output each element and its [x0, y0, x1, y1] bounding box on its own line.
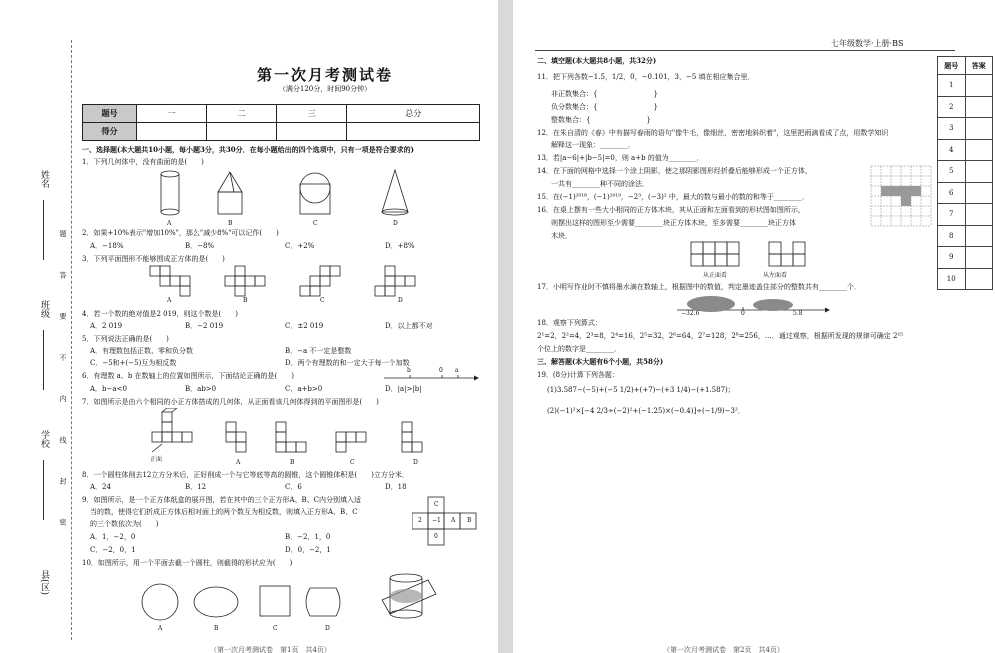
q6-option[interactable]: B．ab>0: [185, 385, 217, 393]
q11-set[interactable]: 整数集合：{ }: [551, 116, 651, 124]
question-19: 19．(8分)计算下列各题：: [537, 371, 619, 379]
q6-option[interactable]: D．|a|>|b|: [385, 385, 422, 393]
question-16: 16．在桌上摆有一些大小相同的正方体木块，其从正面和左面看到的形状图如图所示，: [537, 206, 805, 214]
score-table: [82, 104, 480, 141]
exam-page-2: [513, 0, 995, 653]
section-1-heading: 一、选择题(本大题共10小题，每小题3分，共30分．在每小题给出的四个选项中，只有一项是符合要求的): [82, 145, 414, 154]
q9-net-cell: B: [467, 517, 472, 524]
q9-net-cell: 0: [434, 533, 438, 540]
q4-option[interactable]: D．以上都不对: [385, 322, 433, 330]
page-subtitle: （满分120分，时间90分钟）: [278, 85, 372, 93]
q4-option[interactable]: C．±2 019: [285, 322, 324, 330]
answer-row-number: 9: [938, 247, 966, 269]
q6-number-line: [380, 366, 480, 386]
question-12-line-2[interactable]: 解释这一现象：________．: [551, 141, 635, 149]
question-7: 7．如图所示是由六个相同的小正方体搭成的几何体，从正面看该几何体得到的平面图形是( ): [82, 398, 379, 406]
answer-cell[interactable]: [965, 118, 993, 140]
q1-label: A: [167, 220, 172, 227]
q2-option[interactable]: B．−8%: [185, 242, 215, 250]
question-5: 5．下列说法正确的是( ): [82, 335, 169, 343]
q8-option[interactable]: D．18: [385, 483, 407, 491]
q7-front-label: 正面: [150, 456, 163, 463]
q16-front-view-label: 从正面看: [703, 272, 728, 279]
question-14-line-2[interactable]: 一共有________种不同的涂法．: [551, 180, 649, 188]
page-footer: （第一次月考测试卷 第1页 共4页）: [210, 646, 331, 653]
q2-option[interactable]: D．+8%: [385, 242, 415, 250]
q5-option[interactable]: B．−a 不一定是整数: [285, 347, 352, 355]
q9-option[interactable]: B．−2，1，0: [285, 533, 331, 541]
q8-option[interactable]: C．6: [285, 483, 302, 491]
score-cell[interactable]: [137, 123, 207, 141]
score-row-label: 得分: [83, 123, 137, 141]
question-14: 14．在下面的网格中选择一个涂上阴影，使之那阴影图形经折叠后能够形成一个正方体，: [537, 167, 812, 175]
q3-nets-figure: [145, 264, 425, 298]
answer-row-number: 3: [938, 118, 966, 140]
q9-option[interactable]: A．1，−2，0: [90, 533, 136, 541]
q11-set[interactable]: 非正数集合：{ }: [551, 90, 658, 98]
q17-axis-label: 5.8: [793, 310, 803, 317]
q1-label: B: [228, 220, 233, 227]
seal-warning: 题 答 要 不 内 线 封 密: [59, 230, 67, 542]
answer-table-header: 答案: [965, 57, 993, 75]
school-label: 学校: [39, 430, 49, 448]
q5-option[interactable]: C．−5和+(−5)互为相反数: [90, 359, 177, 367]
class-blank: [43, 330, 44, 390]
answer-row-number: 5: [938, 161, 966, 183]
q6-option[interactable]: A．b−a<0: [90, 385, 127, 393]
answer-cell[interactable]: [965, 96, 993, 118]
question-3: 3．下列平面图形不能够围成正方体的是( ): [82, 255, 225, 263]
q9-net-cell: A: [451, 517, 456, 524]
class-label: 班级: [39, 300, 49, 318]
q14-grid-figure: [869, 164, 933, 228]
question-18-line-2[interactable]: 个位上的数字是________．: [537, 345, 621, 353]
q2-option[interactable]: A．−18%: [90, 242, 124, 250]
q4-option[interactable]: B．−2 019: [185, 322, 224, 330]
q5-option[interactable]: A．有理数包括正数、零和负分数: [90, 347, 194, 355]
question-9: 9．如图所示，是一个正方体纸盒的展开图，若在其中的三个正方形A、B、C内分别填入适: [82, 496, 362, 504]
section-3-heading: 三、解答题(本大题有6个小题，共58分): [537, 357, 664, 366]
county-label: 县(区): [39, 570, 49, 596]
header-rule: [535, 50, 955, 51]
q1-label: D: [393, 220, 398, 227]
school-blank: [43, 460, 44, 520]
page-title: 第一次月考测试卷: [256, 66, 393, 84]
question-18-sequence: 2¹=2，2²=4，2³=8，2⁴=16，2⁵=32，2⁶=64，2⁷=128，2⁸=256，…．通过观察，根据所发现的规律可确定 2¹⁵: [537, 332, 904, 340]
question-18: 18．观察下列算式：: [537, 319, 602, 327]
q2-option[interactable]: C．+2%: [285, 242, 315, 250]
q10-sections-figure: [138, 570, 438, 622]
q7-label: A: [236, 459, 241, 466]
q10-label: C: [273, 625, 278, 632]
score-header-cell: 总分: [347, 105, 480, 123]
q6-axis-b: b: [407, 367, 411, 374]
score-cell[interactable]: [207, 123, 277, 141]
question-17[interactable]: 17．小明写作业时不慎将墨水滴在数轴上，根据图中的数值，判定墨迹盖住部分的整数共有________个．: [537, 283, 861, 291]
question-19-part-2: (2)(−1)²×[−4 2/3÷(−2)²+(−1.25)×(−0.4)]÷(−1/9)−3²．: [547, 407, 745, 415]
q11-set[interactable]: 负分数集合：{ }: [551, 103, 658, 111]
answer-row-number: 1: [938, 75, 966, 97]
q1-solids-figure: [150, 168, 430, 220]
answer-row-number: 2: [938, 96, 966, 118]
q9-net-cell: 2: [418, 517, 422, 524]
book-header: 七年级数学·上册·BS: [831, 39, 904, 48]
q8-option[interactable]: A．24: [90, 483, 111, 491]
question-8: 8．一个圆柱体削去12立方分米后，正好削成一个与它等底等高的圆锥，这个圆锥体积是( )立方分米．: [82, 471, 409, 479]
q9-option[interactable]: D．0，−2，1: [285, 546, 331, 554]
q3-label: A: [167, 297, 172, 304]
q5-option[interactable]: D．两个有理数的和一定大于每一个加数: [285, 359, 410, 367]
question-1: 1．下列几何体中，没有曲面的是( ): [82, 158, 204, 166]
q1-label: C: [313, 220, 318, 227]
answer-row-number: 4: [938, 139, 966, 161]
q9-net-cell: C: [434, 501, 439, 508]
answer-cell[interactable]: [965, 75, 993, 97]
page-footer: （第一次月考测试卷 第2页 共4页）: [663, 646, 784, 653]
q10-label: A: [158, 625, 163, 632]
q7-views-figure: [148, 408, 428, 460]
score-cell[interactable]: [347, 123, 480, 141]
score-header-cell: 二: [207, 105, 277, 123]
q17-axis-label: 0: [741, 310, 745, 317]
q3-label: B: [243, 297, 248, 304]
q10-label: D: [325, 625, 330, 632]
question-15[interactable]: 15．在(−1)²⁰¹⁸，(−1)²⁰¹⁹，−2³，(−3)² 中，最大的数与最小的数的和等于________．: [537, 193, 809, 201]
answer-row-number: 7: [938, 204, 966, 226]
answer-cell[interactable]: [965, 225, 993, 247]
q4-option[interactable]: A．2 019: [90, 322, 123, 330]
name-blank: [43, 200, 44, 260]
score-header-cell: 三: [277, 105, 347, 123]
question-13[interactable]: 13．若|a−6|+|b−5|=0，则 a+b 的值为________．: [537, 154, 704, 162]
question-12: 12．在朱自清的《春》中有描写春雨的语句"像牛毛，像细丝，密密地斜织着"，这里把雨滴看成了点，用数学知识: [537, 129, 889, 137]
answer-cell[interactable]: [965, 204, 993, 226]
q7-label: B: [290, 459, 295, 466]
question-9-line-2: 当的数，使得它们折成正方体后相对面上的两个数互为相反数，则填入正方形A、B、C: [90, 508, 358, 516]
question-11: 11．把下列各数−1.5，1/2，0，−0.101，3，−5 填在相应集合里．: [537, 73, 755, 81]
question-4: 4．若一个数的绝对值是2 019，则这个数是( ): [82, 310, 238, 318]
q6-option[interactable]: C．a+b>0: [285, 385, 323, 393]
q16-left-view-label: 从左面看: [763, 272, 788, 279]
score-cell[interactable]: [277, 123, 347, 141]
answer-cell[interactable]: [965, 247, 993, 269]
q6-axis-zero: 0: [439, 367, 443, 374]
answer-row-number: 8: [938, 225, 966, 247]
q7-label: C: [350, 459, 355, 466]
q17-axis-label: −32.6: [681, 310, 700, 317]
q16-views-figure: [689, 240, 815, 270]
answer-row-number: 6: [938, 182, 966, 204]
section-2-heading: 二、填空题(本大题共8小题，共32分): [537, 56, 657, 65]
q6-axis-a: a: [455, 367, 459, 374]
question-2: 2．如果+10%表示"增加10%"，那么"减少8%"可以记作( ): [82, 229, 279, 237]
q9-option[interactable]: C．−2，0，1: [90, 546, 136, 554]
question-9-line-3: 的三个数依次为( ): [90, 520, 159, 528]
question-16-line-3: 木块．: [551, 232, 572, 240]
answer-cell[interactable]: [965, 182, 993, 204]
answer-table: [937, 56, 993, 290]
score-header-cell: 一: [137, 105, 207, 123]
q7-label: D: [413, 459, 418, 466]
q3-label: C: [320, 297, 325, 304]
answer-cell[interactable]: [965, 139, 993, 161]
answer-cell[interactable]: [965, 268, 993, 290]
q9-net-cell: −1: [432, 517, 441, 524]
score-header-cell: 题号: [83, 105, 137, 123]
q10-label: B: [214, 625, 219, 632]
q8-option[interactable]: B．12: [185, 483, 207, 491]
answer-row-number: 10: [938, 268, 966, 290]
answer-table-header: 题号: [938, 57, 966, 75]
question-10: 10．如图所示，用一个平面去截一个圆柱，则截得的形状应为( ): [82, 559, 293, 567]
answer-cell[interactable]: [965, 161, 993, 183]
question-16-line-2[interactable]: 则摆出这样的图形至少需要________块正方体木块，至多需要________块正方体: [551, 219, 796, 227]
name-label: 姓名: [39, 170, 49, 188]
question-19-part-1: (1)3.587−(−5)+(−5 1/2)+(+7)−(+3 1/4)−(+1.587)；: [547, 386, 735, 394]
binding-dashed-line: [71, 40, 72, 640]
q3-label: D: [398, 297, 403, 304]
question-6: 6．有理数 a、b 在数轴上的位置如图所示，下面结论正确的是( ): [82, 372, 295, 380]
